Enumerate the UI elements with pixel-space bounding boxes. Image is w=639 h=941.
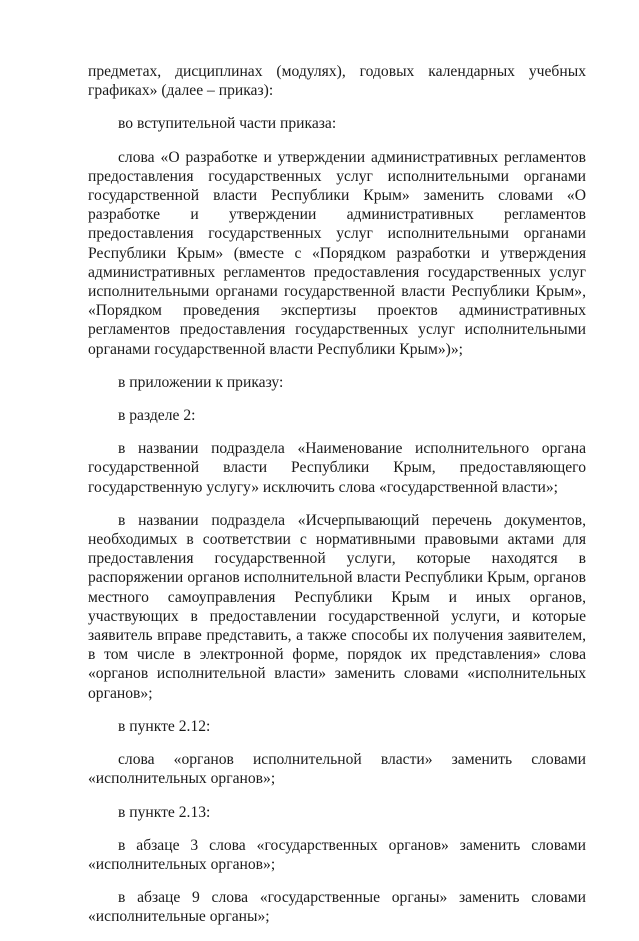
paragraph-section-2-heading: в разделе 2: [118,407,196,425]
paragraph-subsection-name-change: в названии подраздела «Наименование исполнительного органа государственной власти Республики Крым, предоставляющего государственную услугу» исключить слова «государственной власти»; [88,440,586,496]
paragraph-preamble-heading: во вступительной части приказа: [118,115,337,133]
paragraph-preamble-replacement: слова «О разработке и утверждении административных регламентов предоставления государственных услуг исполнительными органами государственной власти Республики Крым» заменить словами «О разработке и утверждении административных регламентов предоставления государственных услуг исполнительными органами Республики Крым» (вместе с «Порядком разработки и утверждения административных регламентов предоставления государственных услуг исполнительными органами государственной власти Республики Крым», «Порядком проведения экспертизы проектов административных регламентов предоставления государственных услуг исполнительными органами государственной власти Республики Крым»)»; [88,148,586,358]
paragraph-item-2-13-heading: в пункте 2.13: [118,803,211,821]
paragraph-continuation: предметах, дисциплинах (модулях), годовых календарных учебных графиках» (далее – приказ): [88,63,586,100]
paragraph-item-2-13-abzac-9: в абзаце 9 слова «государственные органы» заменить словами «исполнительные органы»; [88,889,586,926]
paragraph-appendix-heading: в приложении к приказу: [118,373,284,391]
paragraph-item-2-12-change: слова «органов исполнительной власти» заменить словами «исполнительных органов»; [88,751,586,788]
document-body [88,62,586,941]
paragraph-document-list-change: в названии подраздела «Исчерпывающий перечень документов, необходимых в соответствии с нормативными правовыми актами для предоставления государственной услуги, которые находятся в распоряжении органов исполнительной власти Республики Крым, органов местного самоуправления Республики Крым и иных органов, участвующих в предоставлении государственной услуги, и которые заявитель вправе представить, а также способы их получения заявителем, в том числе в электронной форме, порядок их представления» слова «органов исполнительной власти» заменить словами «исполнительных органов»; [88,511,586,702]
paragraph-item-2-12-heading: в пункте 2.12: [118,717,211,735]
paragraph-item-2-13-abzac-3: в абзаце 3 слова «государственных органов» заменить словами «исполнительных органов»; [88,836,586,873]
